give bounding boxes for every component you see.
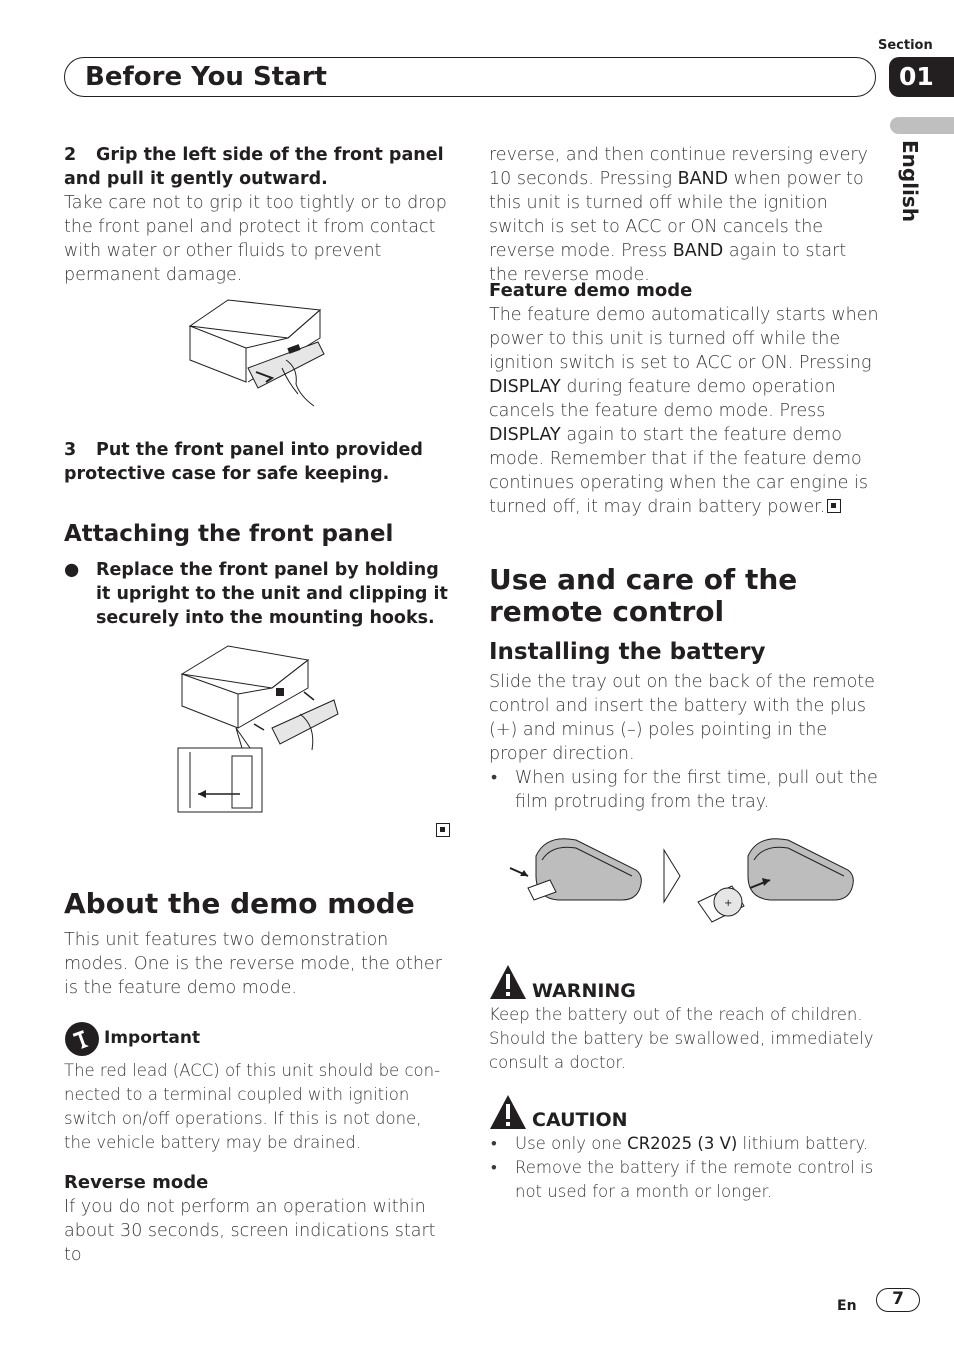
remote-control-section xyxy=(489,564,879,814)
demo-mode-body: This unit features two demonstration modes. One is the reverse mode, the other is the feature demo mode. xyxy=(64,930,442,998)
page-title: Before You Start xyxy=(85,62,327,92)
reverse-mode-section xyxy=(64,1171,449,1267)
feature-text-1: The feature demo automatically starts when power to this unit is turned off while the ignition switch is set to ACC or ON. Pressing xyxy=(489,305,879,373)
page-number: 7 xyxy=(876,1288,920,1312)
caution-item xyxy=(489,1156,879,1204)
svg-text:+: + xyxy=(724,898,733,909)
display-keyword: DISPLAY xyxy=(489,425,561,445)
step-3 xyxy=(64,438,449,486)
warning-body xyxy=(489,1003,879,1075)
battery-install-illustration xyxy=(506,826,862,930)
remote-control-heading: Use and care of the remote control xyxy=(489,563,798,628)
feature-demo-heading: Feature demo mode xyxy=(489,280,693,301)
language-tab-label: English xyxy=(898,140,922,223)
step-number: 2 xyxy=(64,145,77,165)
step-body: Take care not to grip it too tightly or to drop the front panel and protect it from contact with water or other fluids to prevent permanent damage. xyxy=(64,193,447,285)
feature-demo-section xyxy=(489,279,879,519)
attaching-bullet-text: Replace the front panel by holding it upright to the unit and clipping it securely into the mounting hooks. xyxy=(96,560,448,628)
caution-list xyxy=(489,1132,879,1204)
attaching-section xyxy=(64,520,449,630)
section-label: Section xyxy=(878,38,933,53)
display-keyword: DISPLAY xyxy=(489,377,561,397)
warning-label: WARNING xyxy=(532,980,636,1002)
bullet-icon: ● xyxy=(64,560,80,580)
step-2 xyxy=(64,143,449,287)
battery-bullet xyxy=(489,766,879,814)
important-label: Important xyxy=(104,1028,201,1048)
caution-text: lithium battery. xyxy=(737,1134,869,1153)
caution-text: Remove the battery if the remote control is not used for a month or longer. xyxy=(515,1158,874,1201)
caution-text: Use only one xyxy=(515,1134,628,1153)
step-title: Grip the left side of the front panel and pull it gently outward. xyxy=(64,145,444,189)
important-body xyxy=(64,1059,449,1155)
end-mark-icon xyxy=(827,499,841,513)
step-title: Put the front panel into provided protective case for safe keeping. xyxy=(64,440,423,484)
band-keyword: BAND xyxy=(677,169,729,189)
warning-text: Keep the battery out of the reach of children. Should the battery be swallowed, immediately consult a doctor. xyxy=(489,1005,874,1072)
front-panel-attach-illustration xyxy=(176,644,346,814)
reverse-mode-heading: Reverse mode xyxy=(64,1172,209,1193)
band-keyword: BAND xyxy=(672,241,724,261)
bullet-icon: • xyxy=(491,1134,497,1153)
feature-text-3: again to start the feature demo mode. Remember that if the feature demo continues operating when the car engine is turned off, it may drain battery power. xyxy=(489,425,868,517)
caution-item xyxy=(489,1132,879,1156)
section-number: 01 xyxy=(889,57,954,97)
demo-mode-section xyxy=(64,888,449,1000)
reverse-mode-body: If you do not perform an operation within about 30 seconds, screen indications start to xyxy=(64,1197,436,1265)
step-number: 3 xyxy=(64,440,77,460)
attaching-bullet xyxy=(64,558,449,630)
language-tab-marker xyxy=(890,117,954,134)
installing-battery-heading: Installing the battery xyxy=(489,639,766,665)
battery-bullet-text: When using for the first time, pull out the film protruding from the tray. xyxy=(515,768,878,812)
caution-icon xyxy=(489,1094,527,1130)
attaching-heading: Attaching the front panel xyxy=(64,521,394,547)
important-text: The red lead (ACC) of this unit should be connected to a terminal coupled with ignition switch on/off operations. If this is not done, the vehicle battery may be drained. xyxy=(64,1061,441,1152)
reverse-text-2: when power to this unit is turned off while the ignition switch is set to ACC or ON cancels the reverse mode. Press xyxy=(489,169,864,261)
important-icon xyxy=(64,1021,100,1057)
front-panel-removal-illustration xyxy=(188,298,328,408)
battery-type: CR2025 (3 V) xyxy=(627,1134,738,1153)
reverse-text-1: reverse, and then continue reversing every 10 seconds. Pressing xyxy=(489,145,868,189)
footer-language: En xyxy=(837,1298,857,1314)
battery-body: Slide the tray out on the back of the remote control and insert the battery with the plus (+) and minus (–) poles pointing in the proper direction. xyxy=(489,672,875,764)
caution-label: CAUTION xyxy=(532,1109,628,1131)
feature-text-2: during feature demo operation cancels the feature demo mode. Press xyxy=(489,377,836,421)
reverse-mode-continued xyxy=(489,143,879,287)
end-mark-icon xyxy=(436,823,450,837)
bullet-icon: • xyxy=(491,768,498,788)
reverse-text-3: again to start the reverse mode. xyxy=(489,241,847,285)
demo-mode-heading: About the demo mode xyxy=(64,887,415,920)
warning-icon xyxy=(489,964,527,1000)
bullet-icon: • xyxy=(491,1158,497,1177)
